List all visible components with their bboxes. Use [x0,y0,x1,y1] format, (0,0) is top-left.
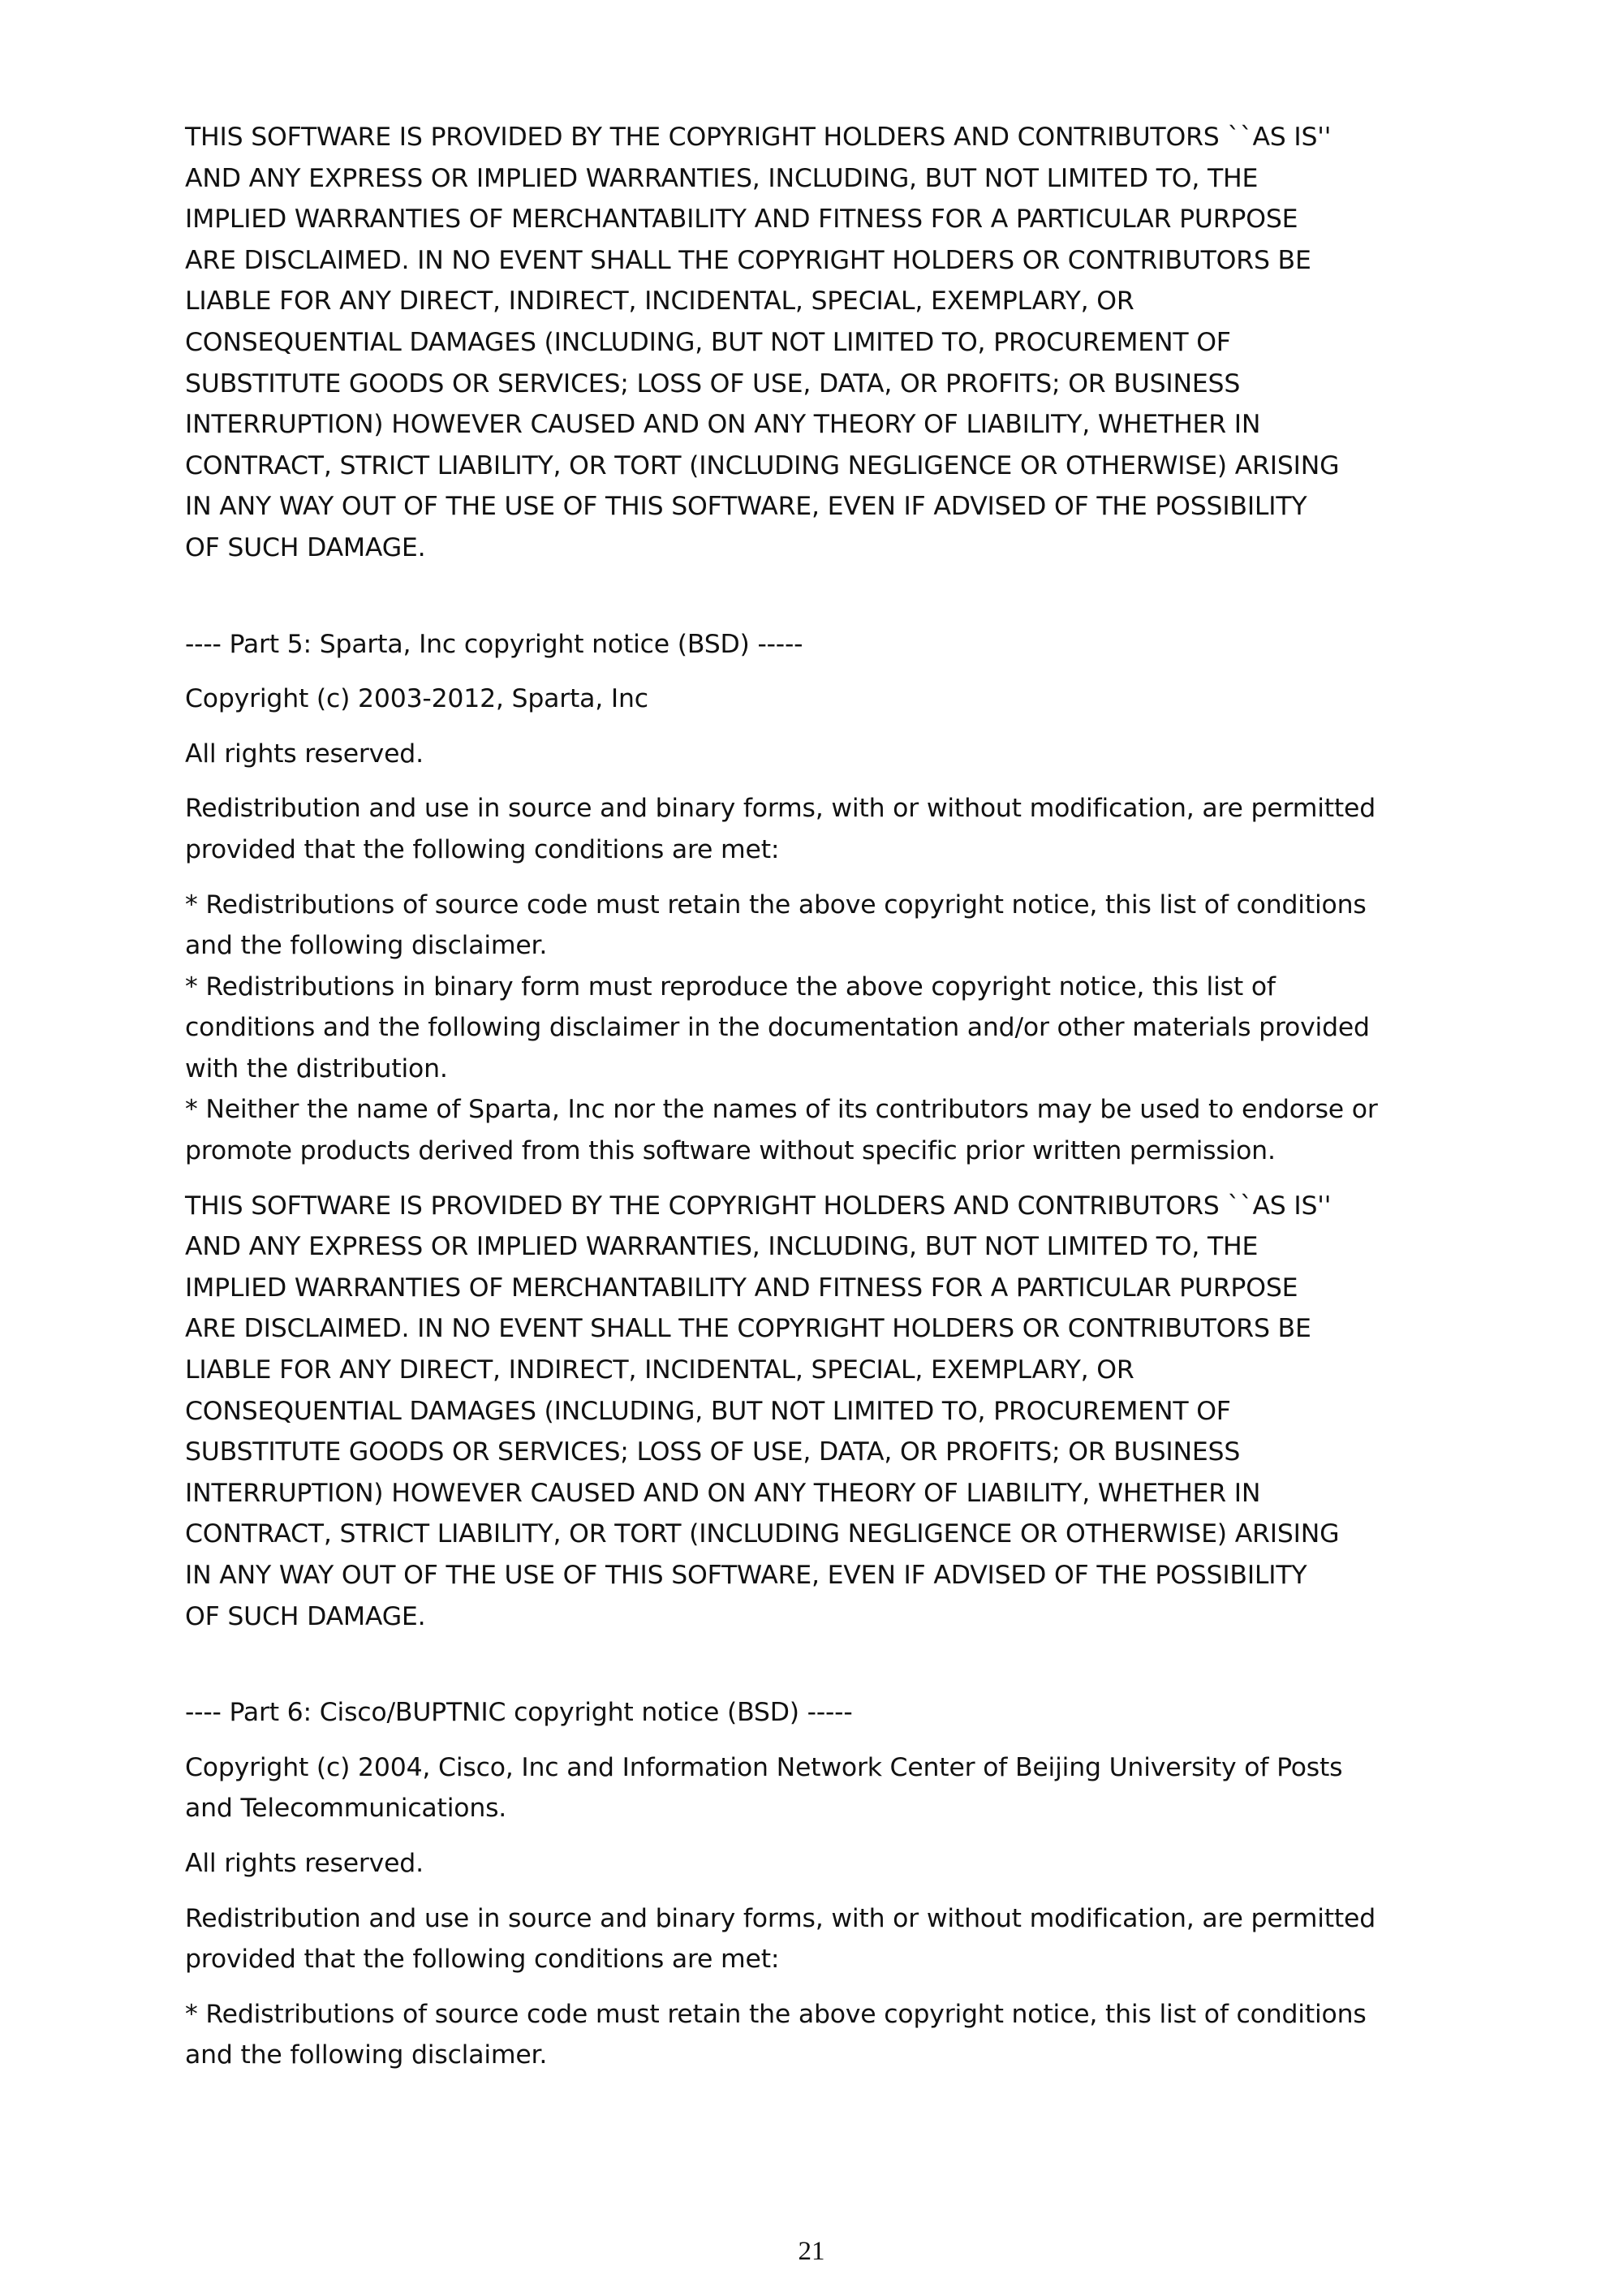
page-number: 21 [798,2237,825,2266]
section-heading-part-5: ---- Part 5: Sparta, Inc copyright notice (BSD) ----- [185,629,803,659]
rights-reserved-line: All rights reserved. [185,739,424,769]
rights-reserved-line: All rights reserved. [185,1848,424,1878]
page-content [185,117,1492,2076]
conditions-list: * Redistributions of source code must retain the above copyright notice, this list of conditions and the following disclaimer. [185,1999,1367,2070]
copyright-line: Copyright (c) 2004, Cisco, Inc and Information Network Center of Beijing University of Posts and Telecommunications. [185,1752,1343,1824]
disclaimer-paragraph: THIS SOFTWARE IS PROVIDED BY THE COPYRIGHT HOLDERS AND CONTRIBUTORS ``AS IS'' AND ANY EXPRESS OR IMPLIED WARRANTIES, INCLUDING, BUT NOT LIMITED TO, THE IMPLIED WARRANTIES OF MERCHANTABILITY AND FITNESS FOR A PARTICULAR PURPOSE ARE DISCLAIMED. IN NO EVENT SHALL THE COPYRIGHT HOLDERS OR CONTRIBUTORS BE LIABLE FOR ANY DIRECT, INDIRECT, INCIDENTAL, SPECIAL, EXEMPLARY, OR CONSEQUENTIAL DAMAGES (INCLUDING, BUT NOT LIMITED TO, PROCUREMENT OF SUBSTITUTE GOODS OR SERVICES; LOSS OF USE, DATA, OR PROFITS; OR BUSINESS INTERRUPTION) HOWEVER CAUSED AND ON ANY THEORY OF LIABILITY, WHETHER IN CONTRACT, STRICT LIABILITY, OR TORT (INCLUDING NEGLIGENCE OR OTHERWISE) ARISING IN ANY WAY OUT OF THE USE OF THIS SOFTWARE, EVEN IF ADVISED OF THE POSSIBILITY OF SUCH DAMAGE. [185,123,1340,562]
disclaimer-paragraph: THIS SOFTWARE IS PROVIDED BY THE COPYRIGHT HOLDERS AND CONTRIBUTORS ``AS IS'' AND ANY EXPRESS OR IMPLIED WARRANTIES, INCLUDING, BUT NOT LIMITED TO, THE IMPLIED WARRANTIES OF MERCHANTABILITY AND FITNESS FOR A PARTICULAR PURPOSE ARE DISCLAIMED. IN NO EVENT SHALL THE COPYRIGHT HOLDERS OR CONTRIBUTORS BE LIABLE FOR ANY DIRECT, INDIRECT, INCIDENTAL, SPECIAL, EXEMPLARY, OR CONSEQUENTIAL DAMAGES (INCLUDING, BUT NOT LIMITED TO, PROCUREMENT OF SUBSTITUTE GOODS OR SERVICES; LOSS OF USE, DATA, OR PROFITS; OR BUSINESS INTERRUPTION) HOWEVER CAUSED AND ON ANY THEORY OF LIABILITY, WHETHER IN CONTRACT, STRICT LIABILITY, OR TORT (INCLUDING NEGLIGENCE OR OTHERWISE) ARISING IN ANY WAY OUT OF THE USE OF THIS SOFTWARE, EVEN IF ADVISED OF THE POSSIBILITY OF SUCH DAMAGE. [185,1191,1340,1631]
section-heading-part-6: ---- Part 6: Cisco/BUPTNIC copyright notice (BSD) ----- [185,1698,853,1728]
redistribution-paragraph: Redistribution and use in source and binary forms, with or without modification, are permitted provided that the following conditions are met: [185,1903,1376,1975]
redistribution-paragraph: Redistribution and use in source and binary forms, with or without modification, are permitted provided that the following conditions are met: [185,794,1376,864]
conditions-list: * Redistributions of source code must retain the above copyright notice, this list of conditions and the following disclaimer. * Redistributions in binary form must reproduce the above copyright notice, this list of conditions and the following disclaimer in the documentation and/or other materials provided with the distribution. * Neither the name of Sparta, Inc nor the names of its contributors may be used to endorse or promote products derived from this software without specific prior written permission. [185,890,1378,1166]
copyright-line: Copyright (c) 2003-2012, Sparta, Inc [185,684,648,714]
